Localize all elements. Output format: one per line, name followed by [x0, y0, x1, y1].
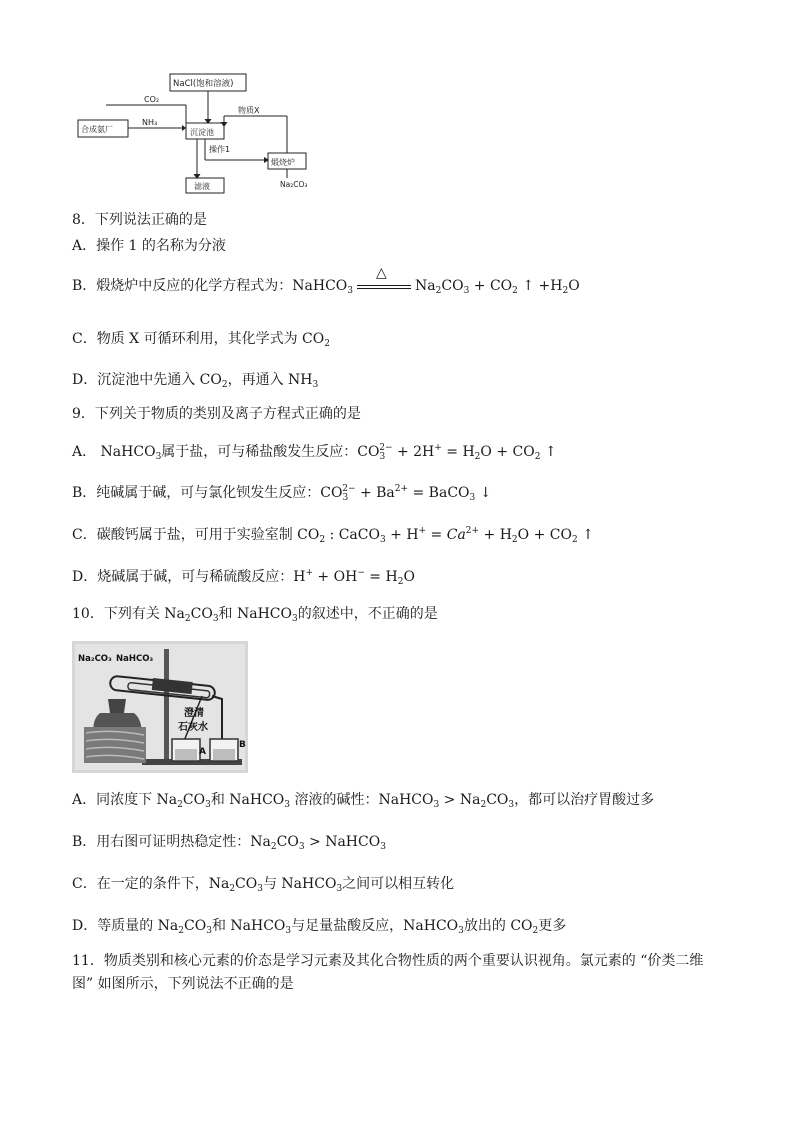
q10-option-b: B．用右图可证明热稳定性：$Na_2CO_3$ > NaHCO$_3$ — [72, 834, 386, 852]
apparatus-photo — [72, 641, 248, 773]
q8-b-prefix: B．煅烧炉中反应的化学方程式为：NaHCO — [72, 278, 348, 294]
q10-a-c: 溶液的碱性：NaHCO — [294, 792, 434, 808]
q10-stem-c: 的叙述中，不正确的是 — [297, 606, 438, 622]
ammonia-plant-label: 合成氨厂 — [81, 125, 113, 134]
q9-option-a: A． NaHCO$_3$属于盐，可与稀盐酸发生反应：$CO_3^{2-} + 2H^+ = H_2O + CO_2$ ↑ — [72, 443, 557, 462]
q11-line-2: 图” 如图所示，下列说法不正确的是 — [72, 976, 294, 992]
sub3: 3 — [347, 286, 354, 296]
q9-a-mid: 属于盐，可与稀盐酸发生反应：CO — [161, 444, 380, 460]
q10-d-d: 放出的 CO — [463, 918, 533, 934]
q10-option-a: A．同浓度下 $Na_2CO_3$和 NaHCO$_3$ 溶液的碱性：NaHCO$_3$ > $Na_2CO_3$，都可以治疗胃酸过多 — [72, 792, 655, 810]
q10-b-a: B．用右图可证明热稳定性：Na — [72, 834, 271, 850]
q9-option-c: C．碳酸钙属于盐，可用于实验室制 $CO_2$ : CaCO$_3$ + $H^+ = Ca^{2+} + H_2O + CO_2$ ↑ — [72, 526, 594, 545]
photo-water-label-2: 石灰水 — [178, 722, 208, 733]
q9-c-text: C．碳酸钙属于盐，可用于实验室制 CO — [72, 527, 320, 543]
q9-b-text: B．纯碱属于碱，可与氯化钡发生反应：CO — [72, 485, 343, 501]
q8-d-mid: ，再通入 NH — [227, 372, 313, 388]
q10-c-b: 与 NaHCO — [262, 876, 337, 892]
q10-c-c: 之间可以相互转化 — [342, 876, 455, 892]
co2-label: CO₂ — [144, 95, 160, 104]
q8-option-d: D．沉淀池中先通入 $CO_2$，再通入 $NH_3$ — [72, 372, 319, 390]
q10-option-d: D．等质量的 $Na_2CO_3$和 NaHCO$_3$与足量盐酸反应，NaHCO$_3$放出的 $CO_2$更多 — [72, 918, 567, 936]
q11-line-1: 11．物质类别和核心元素的价态是学习元素及其化合物性质的两个重要认识视角。氯元素的 “价类二维 — [72, 953, 704, 969]
q10-a-b: 和 NaHCO — [210, 792, 285, 808]
q10-stem-a: 10．下列有关 Na — [72, 606, 185, 622]
q8-option-b: B．煅烧炉中反应的化学方程式为：NaHCO$_3$ △ $Na_2CO_3 + CO_2$ ↑ $+H_2O$ — [72, 265, 580, 296]
q10-stem-b: 和 NaHCO — [218, 606, 292, 622]
q8-option-c: C．物质 X 可循环利用，其化学式为 $CO_2$ — [72, 331, 330, 349]
photo-water-label-1: 澄清 — [184, 708, 204, 719]
q10-d-c: 与足量盐酸反应，NaHCO — [291, 918, 459, 934]
q10-a-d: ，都可以治疗胃酸过多 — [514, 792, 655, 808]
q10-d-e: 更多 — [538, 918, 567, 934]
q9-c-mid: : CaCO — [325, 527, 380, 543]
q10-option-c: C．在一定的条件下，$Na_2CO_3$与 NaHCO$_3$之间可以相互转化 — [72, 876, 455, 894]
operation1-label: 操作1 — [209, 145, 231, 154]
nh3-label: NH₃ — [142, 118, 158, 127]
photo-na2co3-label: Na₂CO₃ — [78, 654, 112, 664]
q8-option-a: A．操作 1 的名称为分液 — [72, 238, 226, 254]
q9-option-b: B．纯碱属于碱，可与氯化钡发生反应：$CO_3^{2-} + Ba^{2+}$ = BaCO$_3$ ↓ — [72, 484, 492, 503]
q9-a-text: A． NaHCO — [72, 444, 156, 460]
heat-equals-sign: △ — [353, 277, 415, 295]
furnace-label: 煅烧炉 — [271, 158, 295, 167]
q8-stem: 8．下列说法正确的是 — [72, 212, 207, 228]
photo-nahco3-label: NaHCO₃ — [116, 654, 154, 664]
settling-tank-label: 沉淀池 — [190, 128, 214, 137]
q10-a-a: A．同浓度下 Na — [72, 792, 178, 808]
q10-d-a: D．等质量的 Na — [72, 918, 179, 934]
substance-x-label: 物质X — [238, 106, 260, 115]
nacl-label: NaCl(饱和溶液) — [173, 79, 234, 89]
q9-stem: 9．下列关于物质的类别及离子方程式正确的是 — [72, 406, 361, 422]
q10-c-a: C．在一定的条件下，Na — [72, 876, 230, 892]
q9-d-text: D．烧碱属于碱，可与稀硫酸反应：H — [72, 569, 306, 585]
q8-c-text: C．物质 X 可循环利用，其化学式为 CO — [72, 331, 325, 347]
q9-option-d: D．烧碱属于碱，可与稀硫酸反应：$H^+ + OH^- = H_2O$ — [72, 568, 415, 587]
filtrate-label: 滤液 — [194, 182, 210, 191]
q10-stem: 10．下列有关 $Na_2CO_3$和 NaHCO$_3$的叙述中，不正确的是 — [72, 606, 438, 624]
q10-d-b: 和 NaHCO — [211, 918, 286, 934]
na2co3-label: Na₂CO₃ — [280, 180, 308, 189]
process-flowchart — [72, 68, 332, 196]
q8-d-text: D．沉淀池中先通入 CO — [72, 372, 222, 388]
photo-a-label: A — [199, 747, 206, 757]
photo-b-label: B — [239, 740, 246, 750]
